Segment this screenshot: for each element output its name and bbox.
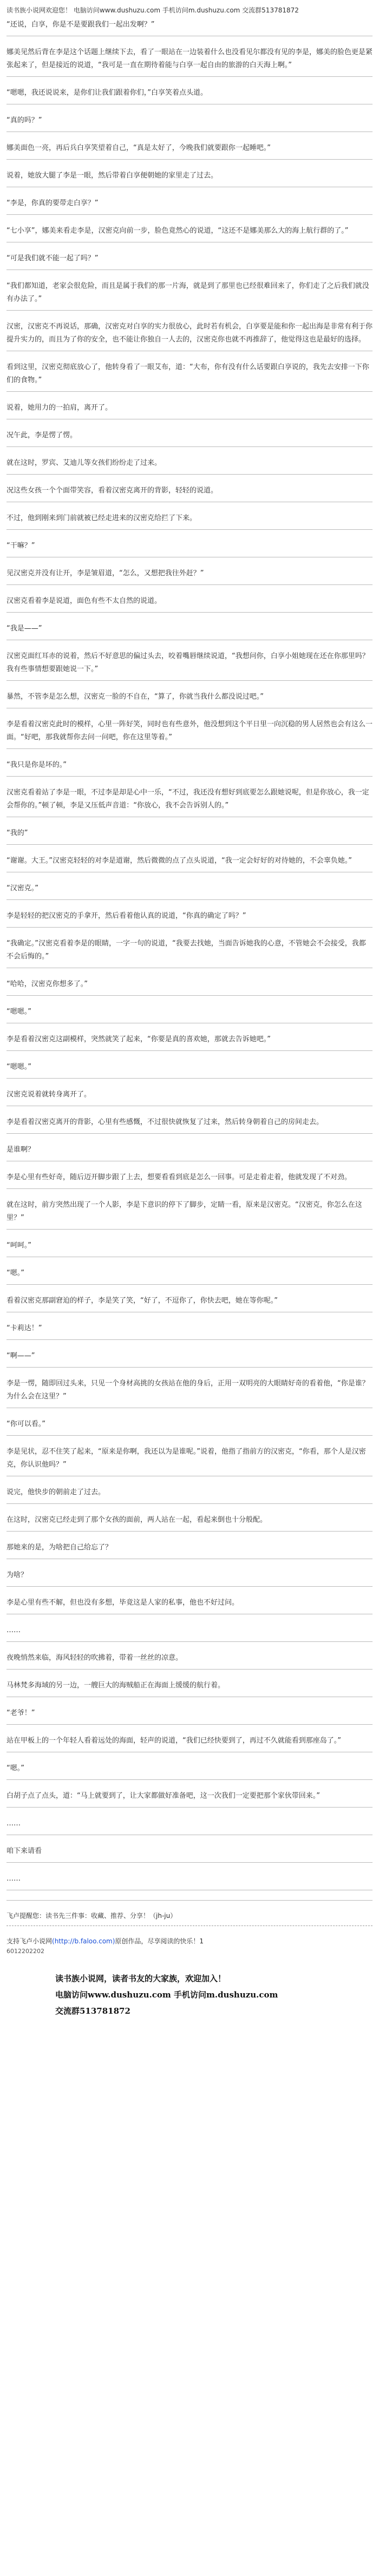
paragraph: 站在甲板上的一个年轻人看着远处的海面，轻声的说道，“我们已经快要到了，再过不久就能看到那座岛了。”	[6, 1737, 341, 1745]
paragraph: “嗯。”	[6, 1764, 24, 1772]
divider	[6, 1435, 373, 1436]
paragraph-block	[6, 910, 373, 928]
paragraph: “啊——”	[6, 1352, 35, 1360]
divider	[6, 612, 373, 613]
paragraph-block	[6, 1569, 373, 1587]
paragraph-block	[6, 1734, 373, 1752]
divider	[6, 1188, 373, 1189]
divider	[6, 680, 373, 681]
paragraph: “我们都知道，老家会很危险，而且是属于我们的那一片海，就是到了那里也已经很难回来了，你们走了之后我们就没有办法了。”	[6, 282, 369, 303]
divider	[6, 1050, 373, 1051]
paragraph-block	[6, 484, 373, 502]
divider	[6, 899, 373, 900]
paragraph-block	[6, 1762, 373, 1780]
divider	[6, 1229, 373, 1230]
divider	[6, 214, 373, 215]
paragraph-block	[6, 827, 373, 845]
paragraph: 看着汉密克那副窘迫的样子，李是笑了笑，“好了，不逗你了，你快去吧，她在等你呢。”	[6, 1297, 278, 1305]
paragraph-block	[6, 1707, 373, 1725]
paragraph: “李是，你真的要带走白享？”	[6, 199, 99, 207]
paragraph-block	[6, 1144, 373, 1161]
paragraph-block	[6, 1350, 373, 1368]
promo-line-2[interactable]: 电脑访问www.dushuzu.com 手机访问m.dushuzu.com	[55, 1990, 278, 2000]
paragraph-block	[6, 1294, 373, 1312]
paragraph-block	[6, 1199, 373, 1230]
paragraph-block	[6, 87, 373, 104]
paragraph-block	[6, 1033, 373, 1051]
paragraph-block	[6, 18, 373, 36]
paragraph-block	[6, 1624, 373, 1642]
paragraph: 李是看着汉密克这副模样，突然就笑了起来，“你要是真的喜欢她，那就去告诉她吧。”	[6, 1035, 271, 1043]
paragraph: 李是看着汉密克此时的模样，心里一阵好笑，同时也有些意外，他没想到这个平日里一向沉稳的男人居然也会有这么一面。“好吧，那我就帮你去问一问吧，你在这里等着。”	[6, 720, 373, 741]
paragraph: ……	[6, 1819, 21, 1828]
reminder-text: 飞卢提醒您：读书先三件事：收藏、推荐、分享！（jh-ju）	[6, 1912, 177, 1920]
paragraph-block	[6, 320, 373, 351]
paragraph-block	[6, 1006, 373, 1023]
promo-line-1: 读书族小说网，读者书友的大家族，欢迎加入！	[55, 1974, 226, 1983]
paragraph: “还说，白享，你是不是要跟我们一起出发啊？”	[6, 21, 155, 29]
divider	[6, 446, 373, 447]
paragraph-block	[6, 978, 373, 996]
paragraph: “哈哈，汉密克你想多了。”	[6, 980, 88, 988]
paragraph: “我只是你是坏的。”	[6, 761, 67, 769]
paragraph-block	[6, 1845, 373, 1863]
paragraph-block	[6, 1790, 373, 1808]
paragraph-block	[6, 1418, 373, 1436]
paragraph: 夜晚悄然来临，海风轻轻的吹拂着，带着一丝丝的凉意。	[6, 1654, 183, 1662]
paragraph-block	[6, 402, 373, 419]
paragraph-block	[6, 1486, 373, 1504]
paragraph: “我确定。”汉密克看着李是的眼睛，一字一句的说道，“我要去找她，当面告诉她我的心意，不管她会不会接受，我都不会后悔的。”	[6, 939, 366, 961]
paragraph-block	[6, 1445, 373, 1476]
paragraph-block	[6, 540, 373, 557]
paragraph-block	[6, 169, 373, 187]
divider	[6, 584, 373, 585]
paragraph-block	[6, 882, 373, 900]
paragraph-block	[6, 1817, 373, 1835]
paragraph-block	[6, 1322, 373, 1340]
paragraph-block	[6, 197, 373, 215]
paragraph-block	[6, 361, 373, 392]
paragraph-block	[6, 114, 373, 132]
paragraph-block	[6, 1377, 373, 1408]
paragraph: “嗯嗯。”	[6, 1063, 31, 1071]
paragraph: 见汉密克并没有让开，李是皱眉道，“怎么，又想把我往外赶？”	[6, 569, 204, 577]
paragraph: 咱下来请看	[6, 1847, 42, 1855]
divider	[6, 927, 373, 928]
divider	[6, 1078, 373, 1079]
divider	[6, 474, 373, 475]
paragraph-block	[6, 1267, 373, 1285]
paragraph: “呵呵。”	[6, 1241, 31, 1250]
paragraph-block	[6, 718, 373, 749]
divider	[6, 1641, 373, 1642]
paragraph: 娜美面色一亮，再后兵白享笑望着自己，“真是太好了，今晚我们就要跟你一起睡吧。”	[6, 144, 271, 152]
divider	[6, 1284, 373, 1285]
paragraph: 李是看着汉密克离开的背影，心里有些感慨，不过很快就恢复了过来，然后转身朝着自己的房间走去。	[6, 1118, 324, 1126]
paragraph-block	[6, 1872, 373, 1890]
paragraph: 汉密克面红耳赤的说着，然后不好意思的偏过头去，咬着嘴唇继续说道，“我想问你，白享小姐她现在还在你那里吗？我有些事情想要跟她说一下。”	[6, 652, 369, 673]
divider	[6, 1807, 373, 1808]
divider	[6, 1779, 373, 1780]
paragraph: 娜美见然后背在李是这个话题上继续下去，看了一眼站在一边装着什么也没看见尔都没有见的李是，娜美的脸色更是紧张起来了，但是接近的说道，“我可是一直在期待着能与白享一起自由的旅游的白天海上啊。”	[6, 48, 373, 69]
paragraph: 李是见状，忍不住笑了起来，“原来是你啊，我还以为是谁呢。”说着，他指了指前方的汉密克，“你看，那个人是汉密克，你认识他吗？”	[6, 1448, 366, 1469]
paragraph: 况午此，李是愣了愣。	[6, 431, 77, 439]
paragraph-block	[6, 1239, 373, 1257]
paragraph: 李是心里有些好奇，随后迈开脚步跟了上去，想要看看到底是怎么一回事。可是走着走着，他就发现了不对劲。	[6, 1173, 352, 1181]
paragraph-block	[6, 567, 373, 585]
paragraph-block	[6, 786, 373, 817]
paragraph-block	[6, 1679, 373, 1697]
support-text	[6, 1936, 373, 1947]
paragraph: “七小享”，娜美来看走李是，汉密克向前一步，脸色竟然心的说道，“这还不是娜美那么大的海上航行群的了。”	[6, 227, 349, 235]
paragraph: 为啥？	[6, 1571, 28, 1579]
paragraph-block	[6, 622, 373, 640]
paragraph: 马林梵多海域的另一边，一艘巨大的海贼船正在海面上缓缓的航行着。	[6, 1681, 225, 1690]
paragraph: 说着，她放大腿了李是一眼，然后带着白享便朝她的家里走了过去。	[6, 172, 218, 180]
paragraph-block	[6, 937, 373, 968]
paragraph-block	[6, 759, 373, 777]
paragraph: 就在这时，前方突然出现了一个人影，李是下意识的停下了脚步，定睛一看，原来是汉密克。“汉密克，你怎么在这里？”	[6, 1201, 362, 1222]
divider	[6, 1531, 373, 1532]
support-suffix: 原创作品，尽享阅读的快乐！1	[115, 1937, 204, 1945]
paragraph: “我的”	[6, 829, 28, 837]
paragraph-block	[6, 1596, 373, 1614]
paragraph-block	[6, 1514, 373, 1532]
paragraph-block	[6, 1541, 373, 1559]
chapter-footer	[0, 1900, 379, 2019]
support-prefix: 支持飞卢小说网	[6, 1937, 53, 1945]
paragraph-block	[6, 457, 373, 475]
paragraph-block	[6, 855, 373, 872]
divider	[6, 748, 373, 749]
paragraph: 是谁啊？	[6, 1146, 35, 1154]
divider	[6, 529, 373, 530]
divider	[6, 310, 373, 311]
paragraph: “嗯。”	[6, 1269, 24, 1277]
paragraph: “我是——”	[6, 625, 42, 633]
paragraph-block	[6, 142, 373, 160]
divider	[6, 391, 373, 392]
paragraph: 汉密克说着就转身离开了。	[6, 1090, 92, 1099]
divider	[6, 1669, 373, 1670]
paragraph: “谢谢。大王。”汉密克轻轻的对李是道谢，然后微微的点了点头说道，“我一定会好好的对待她的，不会辜负她。”	[6, 857, 352, 865]
paragraph: “嗯嗯，我还说说来，是你们让我们跟着你们，”白享笑着点头道。	[6, 89, 207, 97]
paragraph: “干嘛？”	[6, 542, 35, 550]
divider	[6, 1133, 373, 1134]
paragraph: 暴然，不管李是怎么想，汉密克一脸的不自在，“算了，你就当我什么都没说过吧。”	[6, 693, 264, 701]
divider	[6, 844, 373, 845]
divider	[6, 1503, 373, 1504]
paragraph: 说着，她用力的一拍肩，离开了。	[6, 404, 113, 412]
chapter-content	[0, 18, 379, 1890]
paragraph: 在这时，汉密克已经走到了那个女孩的面前，两人站在一起，看起来倒也十分般配。	[6, 1516, 267, 1524]
paragraph-block	[6, 1116, 373, 1134]
paragraph: 李是轻轻的把汉密克的手拿开，然后看着他认真的说道，“你真的确定了吗？”	[6, 912, 246, 920]
paragraph: 说完，他快步的朝前走了过去。	[6, 1488, 106, 1496]
paragraph-block	[6, 252, 373, 270]
divider	[6, 1339, 373, 1340]
paragraph: “真的吗？”	[6, 116, 42, 124]
header-text: 读书族小说网欢迎您！ 电脑访问www.dushuzu.com 手机访问m.dushuzu.com 交流群513781872	[6, 6, 299, 14]
paragraph: 李是心里有些不解，但也没有多想，毕竟这是人家的私事，他也不好过问。	[6, 1599, 239, 1607]
paragraph: 况这些女孩一个个面带笑容，看着汉密克离开的背影，轻轻的说道。	[6, 487, 218, 495]
divider	[6, 159, 373, 160]
paragraph-block	[6, 1652, 373, 1670]
paragraph: “你可以看。”	[6, 1420, 45, 1428]
divider	[6, 995, 373, 996]
paragraph-block	[6, 595, 373, 613]
site-header	[0, 0, 379, 18]
divider	[6, 776, 373, 777]
paragraph: “卡莉达！”	[6, 1324, 42, 1332]
promo-line-3: 交流群513781872	[55, 2006, 130, 2016]
paragraph: 汉密克看着站了李是一眼，不过李是却是心中一乐，“不过，我还没有想好到底要怎么跟她说呢，但是你放心，我一定会帮你的。”顿了顿，李是又压低声音道：“你放心，我不会告诉别人的。”	[6, 788, 369, 810]
paragraph-block	[6, 225, 373, 242]
promo-block	[6, 1970, 373, 2019]
paragraph: 李是一愣，随即回过头来，只见一个身材高挑的女孩站在他的身后，正用一双明亮的大眼睛好奇的看着他，“你是谁？为什么会在这里？”	[6, 1379, 369, 1401]
divider	[6, 1586, 373, 1587]
divider	[6, 1724, 373, 1725]
paragraph: “可是我们就不能一起了吗？”	[6, 254, 99, 262]
divider	[6, 1900, 373, 1901]
paragraph: 汉密克看着李是说道，面色有些不太自然的说道。	[6, 597, 162, 605]
paragraph: “嗯嗯。”	[6, 1008, 31, 1016]
paragraph: 那她来的是，为啥把自己给忘了？	[6, 1543, 113, 1552]
paragraph-block	[6, 46, 373, 77]
paragraph-block	[6, 429, 373, 447]
paragraph-block	[6, 280, 373, 311]
divider	[6, 1367, 373, 1368]
divider	[6, 1862, 373, 1863]
paragraph-block	[6, 1171, 373, 1189]
paragraph: “汉密克。”	[6, 884, 38, 892]
paragraph: 就在这时，罗宾、艾迪儿等女孩们纷纷走了过来。	[6, 459, 162, 467]
paragraph: 看到这里，汉密克彻底放心了，他转身看了一眼艾布，道：“大布，你有没有什么话要跟白享说的，我先去安排一下你们的食物。”	[6, 363, 369, 384]
paragraph-block	[6, 1061, 373, 1079]
paragraph-block	[6, 650, 373, 681]
paragraph-block	[6, 691, 373, 708]
paragraph-block	[6, 512, 373, 530]
divider	[6, 76, 373, 77]
faloo-link[interactable]: (http://b.faloo.com)	[52, 1937, 115, 1945]
paragraph-block	[6, 1088, 373, 1106]
paragraph: ……	[6, 1626, 21, 1634]
paragraph: 汉密，汉密克不再说话，那确，汉密克对白享的实力很放心，此时若有机会，白享要是能和你一起出海是非常有利于你提升实力的，而且为了你的安全，也不能让你独自一人去的，汉密克你也就不再推辞了，他觉得这也是最好的选择。	[6, 323, 373, 344]
paragraph: “老爷！”	[6, 1709, 35, 1717]
paragraph: 白胡子点了点头，道：“马上就要到了，让大家都做好准备吧，这一次我们一定要把那个家伙带回来。”	[6, 1792, 320, 1800]
paragraph: 不过，他到刚来到门前就被已经走进来的汉密克给拦了下来。	[6, 514, 197, 522]
paragraph: ……	[6, 1875, 21, 1883]
code-text: 6012202202	[6, 1948, 44, 1955]
